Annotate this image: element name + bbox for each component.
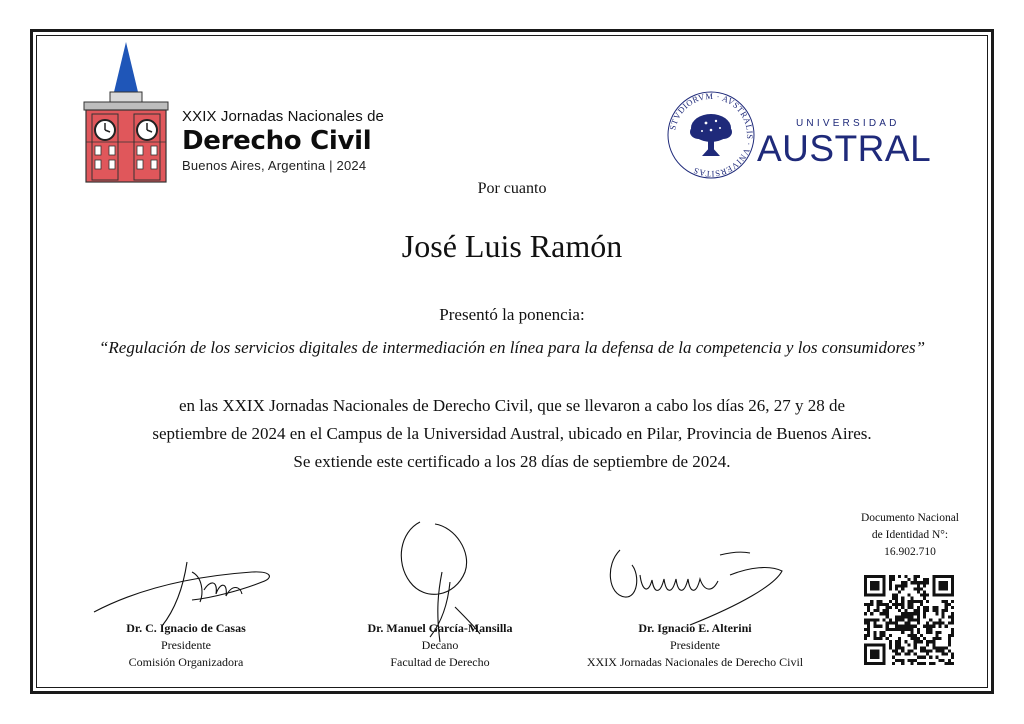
paper-title: “Regulación de los servicios digitales de intermediación en línea para la defensa de la competencia y los consumidores”	[98, 338, 926, 357]
clock-tower-logo-icon	[80, 42, 172, 184]
signer-role: Decano	[421, 638, 459, 652]
certificate-body	[40, 392, 984, 476]
recipient-name: José Luis Ramón	[401, 228, 623, 264]
university-logo-subtitle: UNIVERSIDAD	[796, 118, 900, 129]
event-logo-line1: XXIX Jornadas Nacionales de	[182, 108, 384, 125]
intro-text: Por cuanto	[477, 180, 547, 197]
event-logo-text	[182, 108, 384, 173]
university-logo-name: AUSTRAL	[757, 128, 932, 169]
body-line-3: Se extiende este certificado a los 28 días de septiembre de 2024.	[293, 452, 731, 471]
signature-block-3	[570, 620, 820, 671]
id-document-label-2: de Identidad N°:	[871, 529, 949, 541]
signer-org: Facultad de Derecho	[390, 655, 490, 669]
signature-block-2	[350, 620, 530, 671]
svg-text:STVDIORVM · AVSTRALIS · VNIVER: STVDIORVM · AVSTRALIS · VNIVERSITAS	[667, 90, 756, 180]
signer-name: Dr. Ignacio E. Alterini	[638, 621, 752, 635]
id-document-label-1: Documento Nacional	[860, 512, 960, 524]
presented-label: Presentó la ponencia:	[439, 305, 585, 324]
event-logo-title: Derecho Civil	[182, 126, 372, 156]
body-line-2: septiembre de 2024 en el Campus de la Universidad Austral, ubicado en Pilar, Provincia de Buenos Aires.	[152, 424, 872, 443]
signer-role: Presidente	[161, 638, 211, 652]
signature-block-1	[96, 620, 276, 671]
signer-role: Presidente	[670, 638, 720, 652]
signer-org: XXIX Jornadas Nacionales de Derecho Civil	[586, 655, 804, 669]
body-line-1: en las XXIX Jornadas Nacionales de Derecho Civil, que se llevaron a cabo los días 26, 27 y 28 de	[178, 396, 846, 415]
qr-code-icon	[864, 575, 954, 665]
id-document-info	[846, 510, 974, 561]
signer-name: Dr. C. Ignacio de Casas	[126, 621, 246, 635]
signer-name: Dr. Manuel García-Mansilla	[367, 621, 513, 635]
id-document-number: 16.902.710	[884, 546, 936, 558]
event-logo-location: Buenos Aires, Argentina | 2024	[182, 158, 367, 173]
university-seal-icon	[666, 90, 756, 180]
signer-org: Comisión Organizadora	[128, 655, 244, 669]
